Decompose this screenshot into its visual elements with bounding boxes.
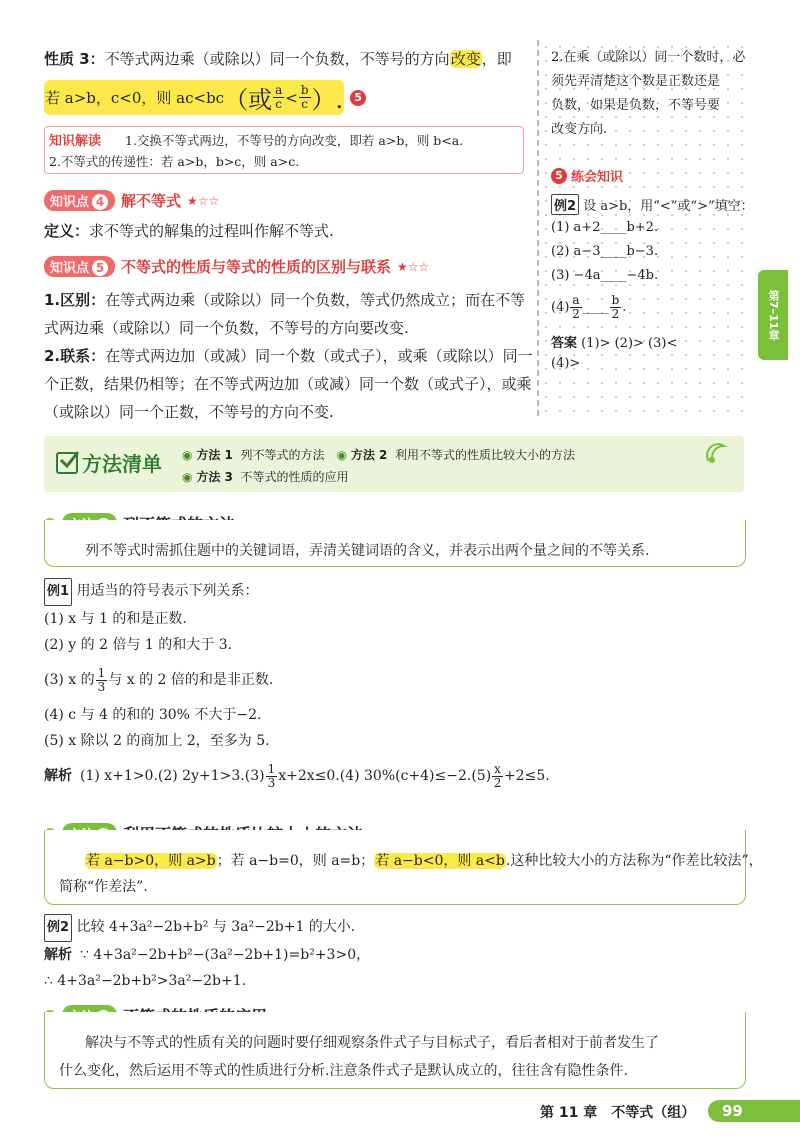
interpretation-line-2: 2.不等式的传递性：若 a>b，b>c，则 a>c. [49,154,300,169]
footer-chapter: 第 11 章 不等式（组） [540,1105,696,1121]
example-tag: 例2 [44,914,72,942]
method-link-3[interactable]: ◉ 方法 3 不等式的性质的应用 [182,470,349,484]
difficulty-stars: ★☆☆ [397,259,430,274]
side-example-2: 例2 设 a>b，用“<”或“>”填空： [551,194,754,215]
chapter-tab[interactable]: 第7–11章 [758,270,788,360]
example-1: 例1 用适当的符号表示下列关系： (1) x 与 1 的和是正数. (2) y 的 2 倍与 1 的和大于 3. (3) x 的 $\frac{1}{3}$ 与 x 的 2 倍的和是非正数. (4) c 与 4 的和的 30% 不大于−2. (5) x 除以 2 的商加上 2，至多为 5. 解析 (1) x+1>0.(2) 2y+1>3.(3) $\frac{1}{3}$ x+2x≤0.(4) 30%(c+4)≤−2.(5) $\frac{x}{2}$ +2≤5. [44,578,550,798]
definition: 定义：求不等式的解集的过程叫作解不等式. [44,222,334,240]
methods-title: 方法清单 [56,448,162,477]
property-3-formula: 若 a>b，c<0，则 ac<bc （或 $\frac{a}{c}$ < $\frac{b}{c}$ ）. 5 [44,80,366,115]
checkmark-icon [56,452,78,474]
page-number: 99 [708,1100,800,1122]
footnote-marker: 5 [350,90,366,106]
practice-heading: 5 练会知识 [551,166,623,185]
side-question-4: (4) $\frac{a}{2}$ ____ $\frac{b}{2}$ . [551,293,627,321]
knowledge-point-badge: 知识点 5 [44,256,115,277]
example-2: 例2 比较 4+3a²−2b+b² 与 3a²−2b+1 的大小. 解析 ∵ 4+3a²−2b+b²−(3a²−2b+1)=b²+3>0， ∴ 4+3a²−2b+b²>3a²−2b+1. [44,914,370,994]
method-link-1[interactable]: ◉ 方法 1 列不等式的方法 [182,448,325,462]
method-1-box: 列不等式时需抓住题中的关键词语，弄清关键词语的含义，并表示出两个量之间的不等关系. [44,520,746,567]
knowledge-point-badge: 知识点 4 [44,190,115,211]
example-tag: 例1 [44,578,72,606]
fraction-a-over-c: $\frac{a}{c}$ [275,83,283,111]
side-notes: 2.在乘（或除以）同一个数时，必 须先弄清楚这个数是正数还是 负数，如果是负数，不等号要 改变方向. 5 练会知识 例2 设 a>b，用“<”或“>”填空： (1) a+2____b+2. (2) a−3____b−3. (3) −4a____−4b. (4) $\frac{a}{2}$ ____ $\frac{b}{2}$ . 答案 (1)> (2)> (3)< (4)> [537,40,749,416]
method-link-2[interactable]: ◉ 方法 2 利用不等式的性质比较大小的方法 [336,448,575,462]
difficulty-stars: ★☆☆ [187,193,220,208]
methods-banner [44,436,744,492]
knowledge-point-5-heading: 知识点 5 不等式的性质与等式的性质的区别与联系 ★☆☆ [44,256,429,277]
methods-list-row1 [182,446,575,463]
method-2-box: 若 a−b>0，则 a>b；若 a−b=0，则 a=b；若 a−b<0，则 a<b.这种比较大小的方法称为“作差比较法”， 简称“作差法”. [44,830,746,905]
leaf-icon [704,440,728,466]
property-3: 性质 3：不等式两边乘（或除以）同一个负数，不等号的方向改变，即 [44,50,512,68]
method-3-box: 解决与不等式的性质有关的问题时要仔细观察条件式子与目标式子，看后者相对于前者发生了 什么变化，然后运用不等式的性质进行分析.注意条件式子是默认成立的，往往含有隐性条件. [44,1012,746,1089]
fraction-b-over-c: $\frac{b}{c}$ [300,83,309,111]
knowledge-point-4-heading: 知识点 4 解不等式 ★☆☆ [44,190,219,211]
knowledge-interpretation-box [44,126,524,174]
difference-paragraph: 1.区别：在等式两边乘（或除以）同一个负数，等式仍然成立；而在不等 式两边乘（或除以）同一个负数，不等号的方向要改变. 2.联系：在等式两边加（或减）同一个数（或式子），或乘（或除以）同一 个正数，结果仍相等；在不等式两边加（或减）同一个数（或式子），或乘 （或除以）同一个正数，不等号的方向不变. [44,291,533,421]
example-1-analysis: 解析 (1) x+1>0.(2) 2y+1>3.(3) $\frac{1}{3}$ x+2x≤0.(4) 30%(c+4)≤−2.(5) $\frac{x}{2}$ +2≤5. [44,761,550,790]
side-answer: 答案 (1)> (2)> (3)< [551,336,678,351]
knowledge-interpretation-label: 知识解读 [49,134,102,149]
interpretation-line-1: 1.交换不等式两边，不等号的方向改变，即若 a>b，则 b<a. [125,133,464,148]
